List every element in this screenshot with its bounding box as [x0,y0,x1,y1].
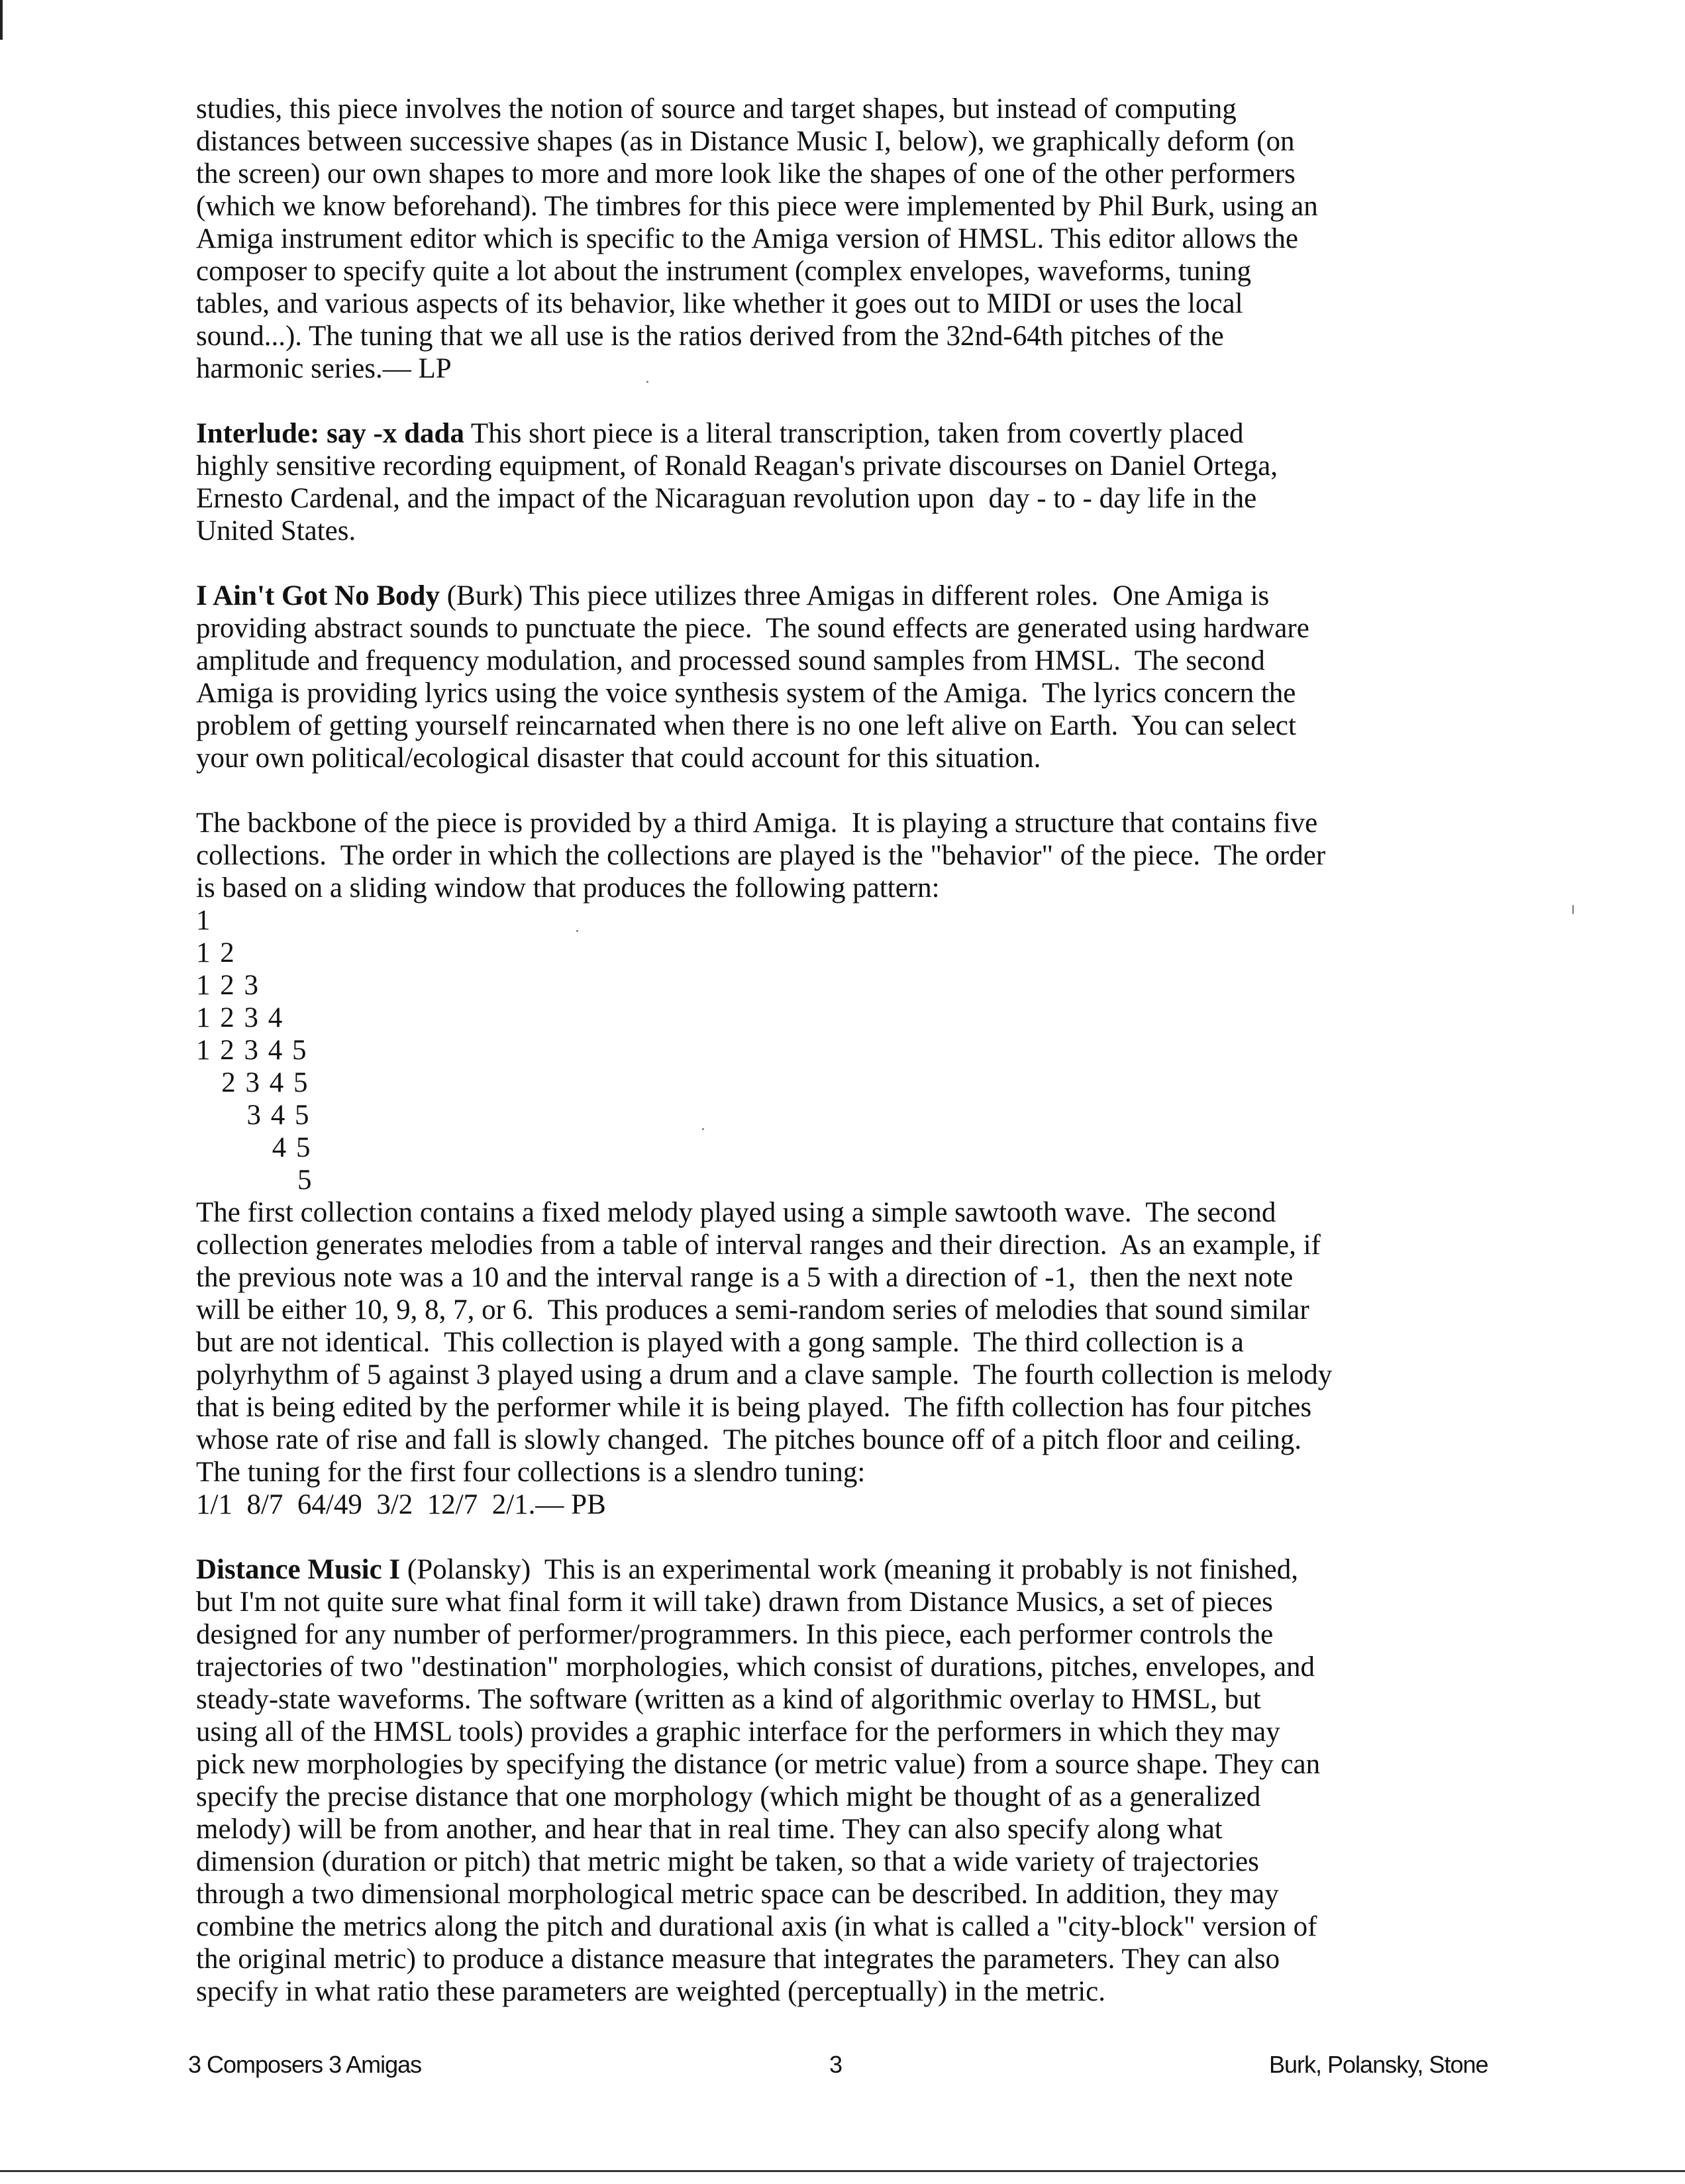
pattern-row: 2 3 4 5 [196,1067,309,1098]
text-line [196,417,1547,450]
text-line: amplitude and frequency modulation, and processed sound samples from HMSL. The second [196,645,1265,676]
text-line: the original metric) to produce a distance measure that integrates the parameters. They can also [196,1944,1280,1975]
text-line: dimension (duration or pitch) that metric might be taken, so that a wide variety of trajectories [196,1846,1259,1877]
text-line: Amiga is providing lyrics using the voice synthesis system of the Amiga. The lyrics concern the [196,678,1296,709]
text-line: composer to specify quite a lot about the instrument (complex envelopes, waveforms, tuning [196,256,1251,287]
text-line [196,1553,1547,1586]
text-line: whose rate of rise and fall is slowly changed. The pitches bounce off of a pitch floor and ceiling. [196,1424,1302,1455]
interlude-paragraph [196,417,1547,547]
text-line: distances between successive shapes (as in Distance Music I, below), we graphically deform (on [196,126,1295,157]
text-line: harmonic series.— LP [196,353,452,384]
text-line: pick new morphologies by specifying the distance (or metric value) from a source shape. They can [196,1749,1321,1780]
text-line: through a two dimensional morphological metric space can be described. In addition, they may [196,1879,1279,1910]
pattern-row: 5 [196,1165,313,1196]
distance-music-paragraph [196,1553,1547,2008]
distance-music-heading: Distance Music I [196,1554,401,1585]
text-line: that is being edited by the performer while it is being played. The fifth collection has four pitches [196,1392,1312,1423]
text-line: providing abstract sounds to punctuate the piece. The sound effects are generated using hardware [196,613,1309,644]
text-line: is based on a sliding window that produces the following pattern: [196,872,940,904]
text-line: sound...). The tuning that we all use is the ratios derived from the 32nd-64th pitches of the [196,321,1224,352]
pattern-row: 1 2 3 [196,970,260,1001]
text-run: (Polansky) This is an experimental work (meaning it probably is not finished, [400,1554,1299,1585]
text-line: the screen) our own shapes to more and more look like the shapes of one of the other performers [196,158,1296,189]
text-line [196,580,1547,612]
text-line: combine the metrics along the pitch and durational axis (in what is called a "city-block" version of [196,1911,1317,1942]
tuning-ratios: 1/1 8/7 64/49 3/2 12/7 2/1.— PB [196,1489,606,1520]
text-line: the previous note was a 10 and the interval range is a 5 with a direction of -1, then the next note [196,1262,1294,1293]
body-text [196,93,1547,2008]
pattern-row: 3 4 5 [196,1100,311,1131]
scan-speck [576,930,578,932]
pattern-row: 1 [196,905,212,936]
text-line: United States. [196,515,356,546]
text-run: (Burk) This piece utilizes three Amigas in different roles. One Amiga is [439,580,1270,611]
scan-edge-mark [0,0,3,40]
text-line: Amiga instrument editor which is specific to the Amiga version of HMSL. This editor allows the [196,223,1299,254]
text-line: specify in what ratio these parameters are weighted (perceptually) in the metric. [196,1976,1106,2007]
text-line: problem of getting yourself reincarnated when there is no one left alive on Earth. You can select [196,710,1296,741]
pattern-row: 1 2 [196,937,236,968]
pattern-row: 1 2 3 4 5 [196,1035,308,1066]
text-line: polyrhythm of 5 against 3 played using a drum and a clave sample. The fourth collection is melody [196,1359,1333,1390]
backbone-paragraph [196,807,1547,1521]
text-line: your own political/ecological disaster that could account for this situation. [196,743,1041,774]
text-run: This short piece is a literal transcription, taken from covertly placed [464,418,1244,449]
text-line: The first collection contains a fixed melody played using a simple sawtooth wave. The second [196,1197,1276,1228]
scan-speck [1572,905,1574,914]
footer-title: 3 Composers 3 Amigas [188,2051,422,2078]
scan-edge-mark [0,2170,1685,2172]
intro-paragraph [196,93,1547,385]
text-line: The backbone of the piece is provided by a third Amiga. It is playing a structure that contains five [196,807,1318,839]
text-line: specify the precise distance that one morphology (which might be thought of as a generalized [196,1781,1261,1812]
text-line: tables, and various aspects of its behavior, like whether it goes out to MIDI or uses the local [196,288,1243,319]
text-line: collection generates melodies from a table of interval ranges and their direction. As an example, if [196,1229,1321,1261]
text-line: designed for any number of performer/programmers. In this piece, each performer controls the [196,1619,1274,1650]
page-number: 3 [829,2051,842,2078]
text-line: steady-state waveforms. The software (written as a kind of algorithmic overlay to HMSL, but [196,1684,1261,1715]
text-line: (which we know beforehand). The timbres for this piece were implemented by Phil Burk, using an [196,191,1318,222]
text-line: Ernesto Cardenal, and the impact of the Nicaraguan revolution upon day - to - day life in the [196,483,1257,514]
pattern-row: 4 5 [196,1132,312,1163]
text-line: highly sensitive recording equipment, of Ronald Reagan's private discourses on Daniel Ortega, [196,450,1278,482]
text-line: melody) will be from another, and hear that in real time. They can also specify along what [196,1814,1223,1845]
text-line: but are not identical. This collection is played with a gong sample. The third collection is a [196,1327,1244,1358]
text-line: using all of the HMSL tools) provides a graphic interface for the performers in which they may [196,1716,1280,1747]
aint-got-no-body-heading: I Ain't Got No Body [196,580,440,611]
pattern-row: 1 2 3 4 [196,1002,284,1033]
interlude-heading: Interlude: say -x dada [196,418,464,449]
footer-authors: Burk, Polansky, Stone [1269,2051,1488,2078]
text-line: trajectories of two "destination" morphologies, which consist of durations, pitches, envelopes, and [196,1651,1315,1683]
scan-speck [702,1128,704,1130]
text-line: studies, this piece involves the notion of source and target shapes, but instead of computing [196,93,1237,125]
text-line: will be either 10, 9, 8, 7, or 6. This produces a semi-random series of melodies that sound similar [196,1294,1309,1326]
scan-speck [646,381,648,383]
text-line: The tuning for the first four collections is a slendro tuning: [196,1457,866,1488]
aint-got-no-body-paragraph [196,580,1547,774]
text-line: collections. The order in which the collections are played is the "behavior" of the piece. The order [196,840,1326,871]
text-line: but I'm not quite sure what final form it will take) drawn from Distance Musics, a set of pieces [196,1586,1273,1618]
